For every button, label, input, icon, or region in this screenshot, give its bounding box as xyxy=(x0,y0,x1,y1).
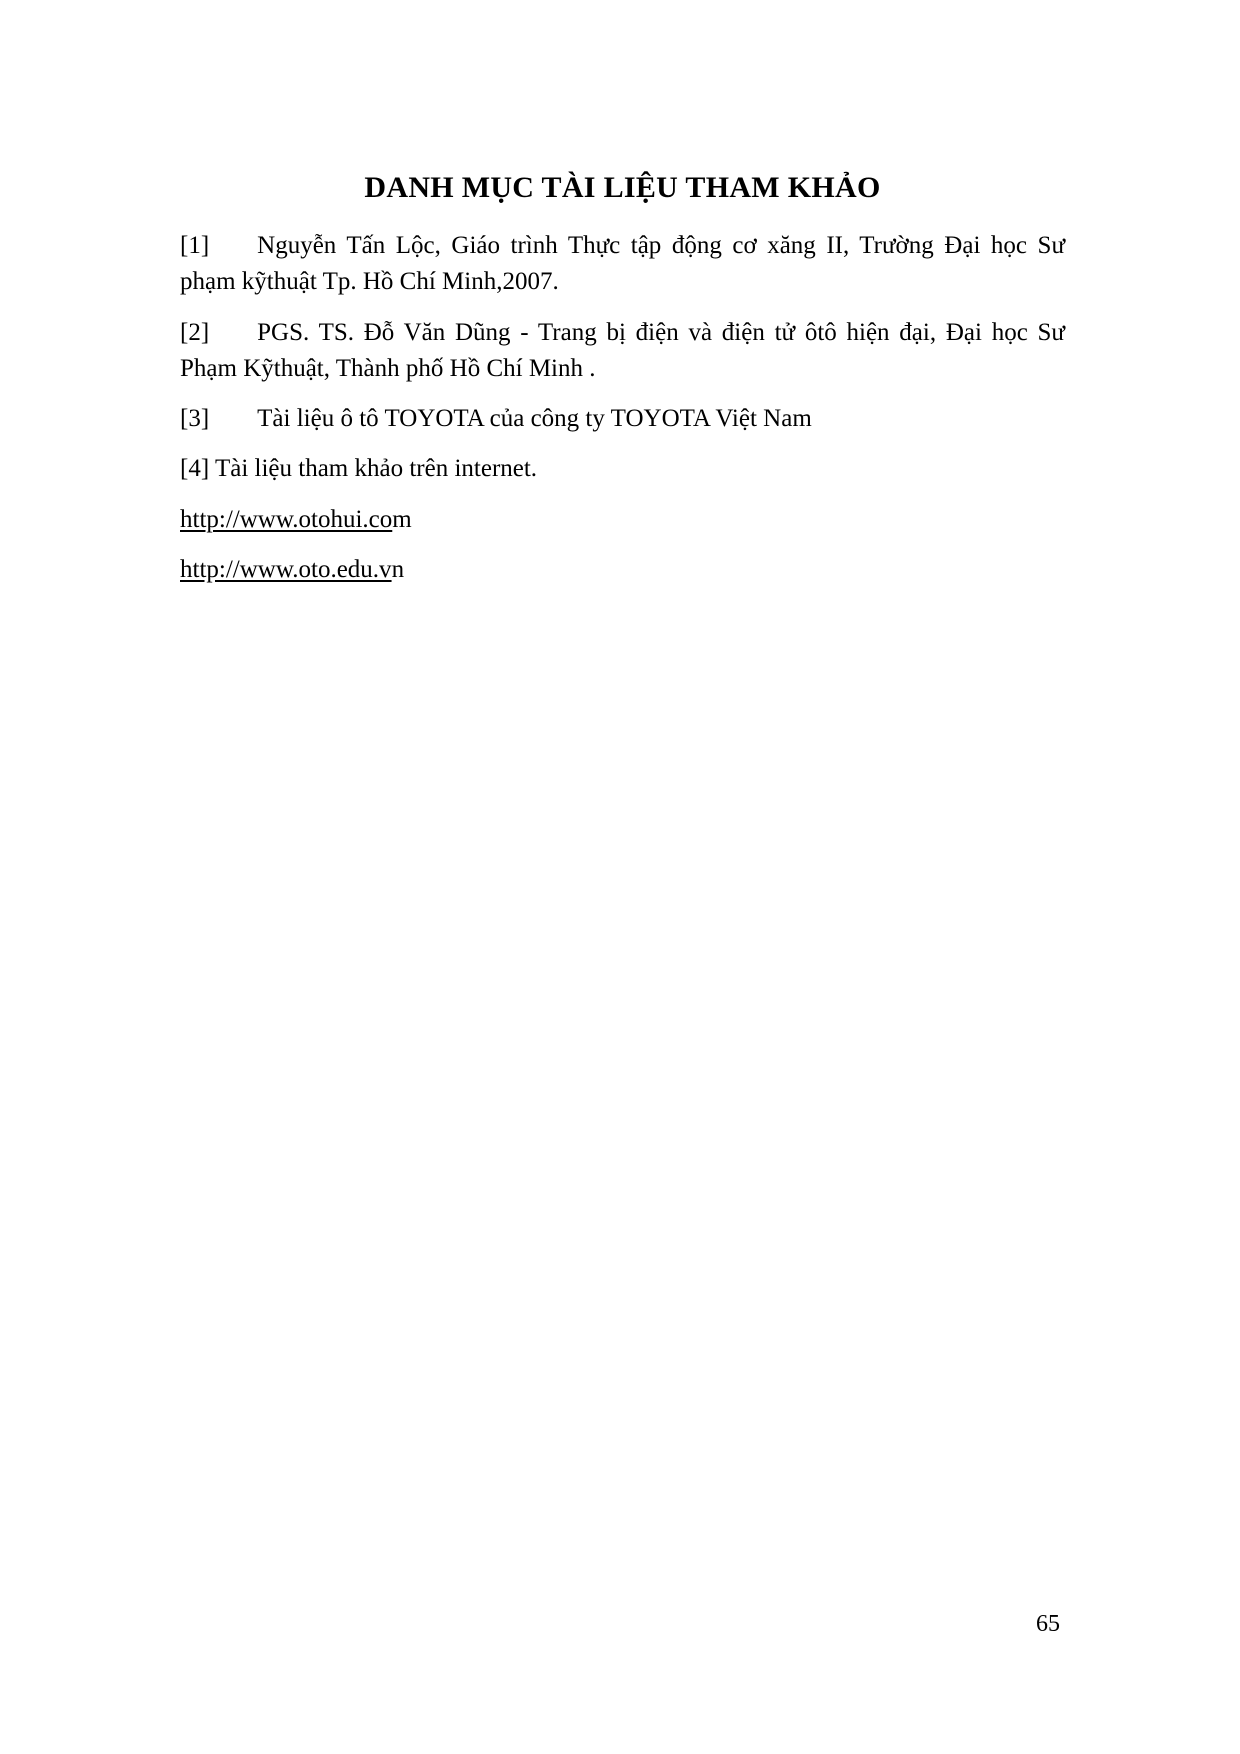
reference-link xyxy=(180,502,1065,538)
reference-marker: [1] xyxy=(180,232,210,259)
reference-item xyxy=(180,315,1065,388)
reference-text: Nguyễn Tấn Lộc, Giáo trình Thực tập động cơ xăng II, Trường Đại học Sư phạm kỹthuật Tp. Hồ Chí Minh,2007. xyxy=(180,232,1065,296)
link-otohui[interactable]: http://www.otohui.co xyxy=(180,505,393,533)
reference-marker: [3] xyxy=(180,405,210,432)
link-otoedu-tail: n xyxy=(391,555,405,583)
reference-text: PGS. TS. Đỗ Văn Dũng - Trang bị điện và điện tử ôtô hiện đại, Đại học Sư Phạm Kỹthuật, Thành phố Hồ Chí Minh . xyxy=(180,318,1065,382)
page-title: DANH MỤC TÀI LIỆU THAM KHẢO xyxy=(364,171,881,204)
reference-item xyxy=(180,228,1065,301)
page-number: 65 xyxy=(1036,1611,1060,1637)
link-otohui-tail: m xyxy=(392,505,412,533)
reference-marker: [2] xyxy=(180,318,210,346)
reference-text: Tài liệu ô tô TOYOTA của công ty TOYOTA Việt Nam xyxy=(257,405,812,432)
link-otoedu[interactable]: http://www.oto.edu.v xyxy=(180,555,392,583)
reference-item xyxy=(180,401,1065,437)
reference-link xyxy=(180,552,1065,588)
reference-item-internet: [4] Tài liệu tham khảo trên internet. xyxy=(180,455,538,483)
